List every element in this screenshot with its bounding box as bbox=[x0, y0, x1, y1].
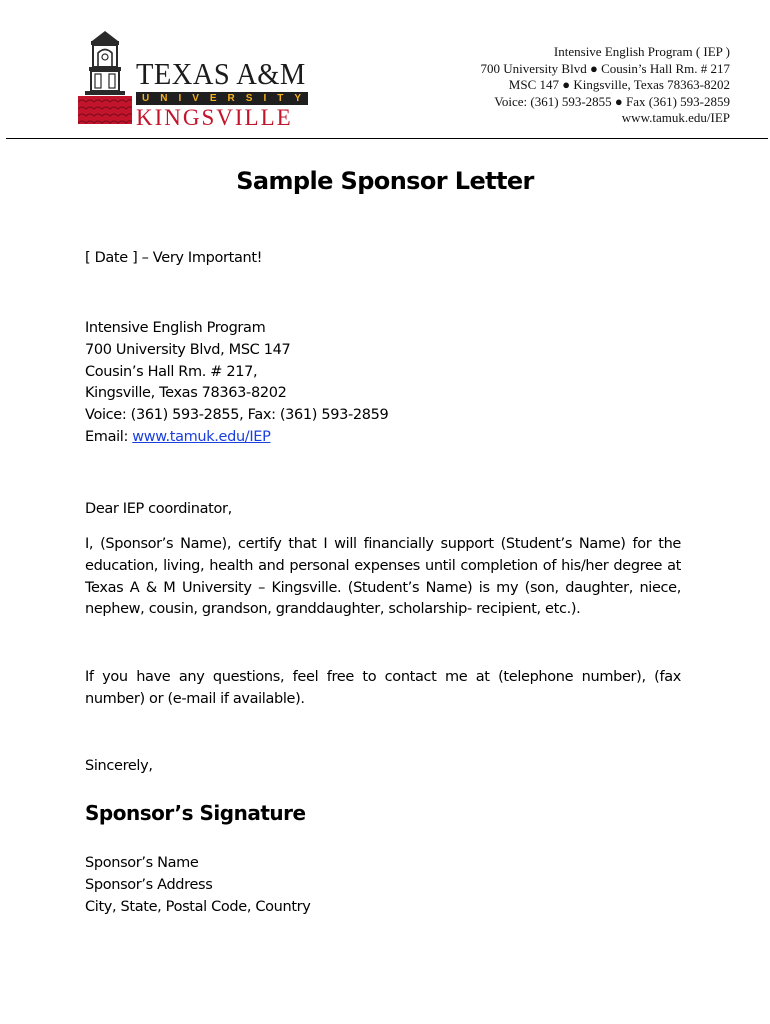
iep-website-link[interactable]: www.tamuk.edu/IEP bbox=[132, 428, 271, 445]
university-tower-icon bbox=[78, 28, 132, 124]
contact-website: www.tamuk.edu/IEP bbox=[621, 110, 730, 125]
recipient-email-line bbox=[85, 427, 681, 449]
contact-phone: Voice: (361) 593-2855 ● Fax (361) 593-2859 bbox=[494, 93, 730, 109]
salutation: Dear IEP coordinator, bbox=[85, 501, 232, 517]
recipient-line: Voice: (361) 593-2855, Fax: (361) 593-2859 bbox=[85, 407, 389, 424]
sponsor-address: Sponsor’s Address bbox=[85, 876, 213, 893]
salutation-block bbox=[85, 499, 681, 521]
recipient-address bbox=[85, 318, 681, 449]
logo-texas-am: TEXAS A&M bbox=[136, 56, 306, 91]
signature-heading: Sponsor’s Signature bbox=[85, 801, 306, 825]
contact-address2: MSC 147 ● Kingsville, Texas 78363-8202 bbox=[508, 77, 730, 92]
support-paragraph-block bbox=[85, 534, 681, 621]
questions-paragraph-block bbox=[85, 667, 681, 711]
sponsor-name: Sponsor’s Name bbox=[85, 855, 199, 871]
recipient-line: Kingsville, Texas 78363-8202 bbox=[85, 385, 287, 402]
contact-program: Intensive English Program ( IEP ) bbox=[553, 44, 730, 59]
page-title: Sample Sponsor Letter bbox=[236, 167, 534, 195]
university-logo bbox=[78, 28, 313, 130]
email-label: Email: bbox=[85, 428, 129, 445]
recipient-line: Intensive English Program bbox=[85, 320, 266, 336]
letterhead-contact bbox=[481, 44, 730, 127]
sponsor-city-line: City, State, Postal Code, Country bbox=[85, 898, 311, 915]
recipient-line: 700 University Blvd, MSC 147 bbox=[85, 341, 291, 358]
recipient-line: Cousin’s Hall Rm. # 217, bbox=[85, 363, 258, 380]
sponsor-details bbox=[85, 853, 681, 918]
date-text: [ Date ] – Very Important! bbox=[85, 250, 263, 266]
contact-address1: 700 University Blvd ● Cousin’s Hall Rm. # 217 bbox=[480, 60, 730, 76]
logo-kingsville: KINGSVILLE bbox=[136, 105, 293, 130]
questions-paragraph: If you have any questions, feel free to contact me at (telephone number), (fax number) or (e-mail if available). bbox=[85, 669, 681, 707]
closing: Sincerely, bbox=[85, 758, 153, 774]
date-line bbox=[85, 248, 681, 270]
header-divider bbox=[6, 138, 768, 139]
support-paragraph: I, (Sponsor’s Name), certify that I will financially support (Student’s Name) for the education, living, health and personal expenses until completion of his/her degree at Texas A & M University – Kingsville. (Student’s Name) is my (son, daughter, niece, nephew, cousin, grandson, granddaughter, scholarship- recipient, etc.). bbox=[85, 536, 681, 618]
closing-block bbox=[85, 756, 681, 778]
logo-university-band: UNIVERSITY bbox=[136, 92, 308, 105]
